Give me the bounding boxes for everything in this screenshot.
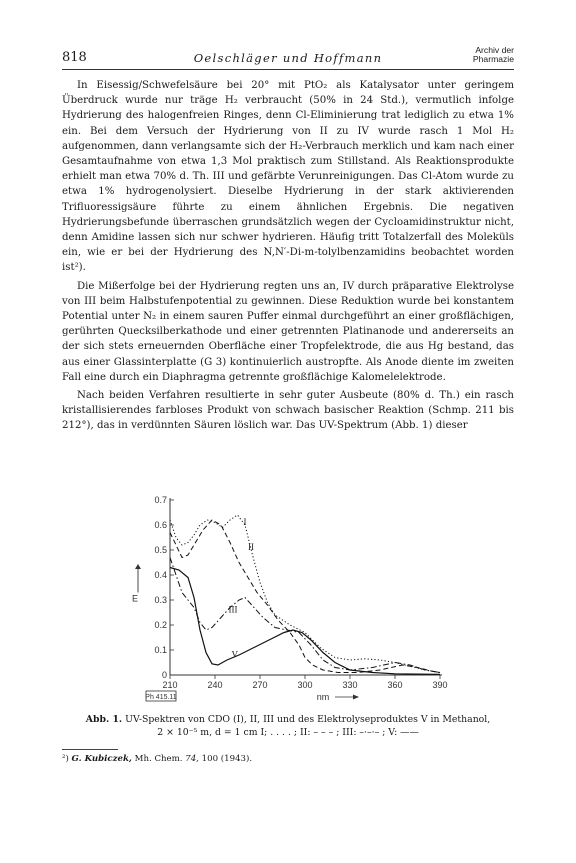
x-tick-label: 300 (297, 680, 313, 690)
y-axis-arrowhead (135, 564, 141, 569)
curve-label-I: I (243, 517, 247, 527)
body-text (62, 78, 514, 437)
y-tick-label: 0.5 (154, 545, 167, 555)
x-tick-label: 270 (252, 680, 268, 690)
journal-line-2: Pharmazie (472, 54, 514, 64)
paragraph-2: Die Mißerfolge bei der Hydrierung regten uns an, IV durch präparative Elektrolyse von III beim Halbstufenpotential zu gewinnen. Diese Reduktion wurde bei konstantem Potential unter N₂ in einem sauren Puffer einmal durchgeführt an einer großflächigen, gerührten Quecksilberkathode und einer getrennten Platinanode und andererseits an der sich stets erneuernden Oberfläche einer Tropfelektrode, die aus Hg bestand, das aus einer Glassinterplatte (G 3) kontinuierlich austropfte. Als Anode diente im zweiten Fall eine durch ein Diaphragma getrennte großflächige Kalomelelektrode. (62, 280, 514, 383)
footnote-rest: 100 (1943). (201, 754, 253, 764)
x-tick-label: 360 (387, 680, 403, 690)
running-title: Oelschläger und Hoffmann (193, 51, 383, 65)
y-tick-label: 0.2 (154, 620, 167, 630)
page-number: 818 (62, 50, 87, 65)
curve-label-V: V (231, 649, 238, 660)
paragraph-3: Nach beiden Verfahren resultierte in sehr guter Ausbeute (80% d. Th.) ein rasch kristallisierendes farbloses Produkt von schwach basischer Reaktion (Schmp. 211 bis 212°), das in verdünnten Säuren löslich war. Das UV-Spektrum (Abb. 1) dieser (62, 390, 514, 432)
figure-badge: Ph 415.11 (145, 694, 177, 701)
footnote-journal: Mh. Chem. (134, 754, 183, 764)
uv-spectrum-chart (110, 492, 470, 702)
journal-line-1: Archiv der (475, 45, 514, 55)
paragraph-1: In Eisessig/Schwefelsäure bei 20° mit PtO₂ als Katalysator unter geringem Überdruck wurde nur träge H₂ verbraucht (50% in 24 Std.), vermutlich infolge Hydrierung des halogenfreien Ringes, denn Cl-Eliminierung trat lediglich zu etwa 1% ein. Bei dem Versuch der Hydrierung von II zu IV wurde rasch 1 Mol H₂ aufgenommen, dann verlangsamte sich der H₂-Verbrauch merklich und kam nach einer Gesamtaufnahme von etwa 1,3 Mol praktisch zum Stillstand. Als Reaktionsprodukte erhielt man etwa 70% d. Th. III und gefärbte Verunreinigungen. Das Cl-Atom wurde zu etwa 1% hydrogenolysiert. Dieselbe Hydrierung in der stark aktivierenden Trifluoressigsäure führte zu einem ähnlichen Ergebnis. Die negativen Hydrierungsbefunde überraschen grundsätzlich wegen der Cycloamidinstruktur nicht, denn Amidine lassen sich nur schwer hydrieren. Häufig tritt Totalzerfall des Moleküls ein, wie er bei der Hydrierung des N,N′-Di-m-tolylbenzamidins beobachtet worden ist²). (62, 80, 514, 274)
footnote-volume: 74, (185, 754, 199, 764)
footnote-mark: ²) (62, 754, 69, 764)
y-axis-label: E (131, 593, 139, 604)
series-line-I (170, 515, 440, 673)
caption-line-1 (62, 713, 514, 726)
series-line-II (170, 520, 440, 673)
curve-label-III: III (228, 604, 238, 615)
series-line-V (170, 568, 440, 675)
y-tick-label: 0.4 (154, 570, 167, 580)
header-rule (62, 69, 514, 70)
y-tick-label: 0.7 (154, 495, 167, 505)
uv-spectrum-figure (110, 492, 470, 702)
footnote-author: G. Kubiczek, (71, 754, 132, 764)
x-axis-arrowhead (353, 695, 359, 700)
x-tick-label: 210 (162, 680, 178, 690)
x-axis-label: nm (316, 692, 330, 702)
caption-line-2: 2 × 10⁻⁵ m, d = 1 cm I; . . . . ; II: – – – ; III: –·–·– ; V: —— (157, 727, 419, 738)
caption-text-1: UV-Spektren von CDO (I), II, III und des Elektrolyseproduktes V in Methanol, (125, 714, 491, 725)
x-tick-label: 390 (432, 680, 448, 690)
x-tick-label: 330 (342, 680, 358, 690)
curve-label-II: II (248, 542, 254, 552)
x-tick-label: 240 (207, 680, 223, 690)
y-tick-label: 0.3 (154, 595, 167, 605)
series-line-III (170, 558, 440, 673)
journal-name (473, 46, 514, 64)
footnote (62, 754, 252, 764)
page-header (62, 46, 514, 68)
y-tick-label: 0.6 (154, 520, 167, 530)
y-tick-label: 0 (161, 670, 167, 680)
footnote-rule (62, 749, 118, 750)
figure-caption (62, 713, 514, 739)
caption-lead: Abb. 1. (85, 714, 123, 725)
y-tick-label: 0.1 (154, 645, 167, 655)
